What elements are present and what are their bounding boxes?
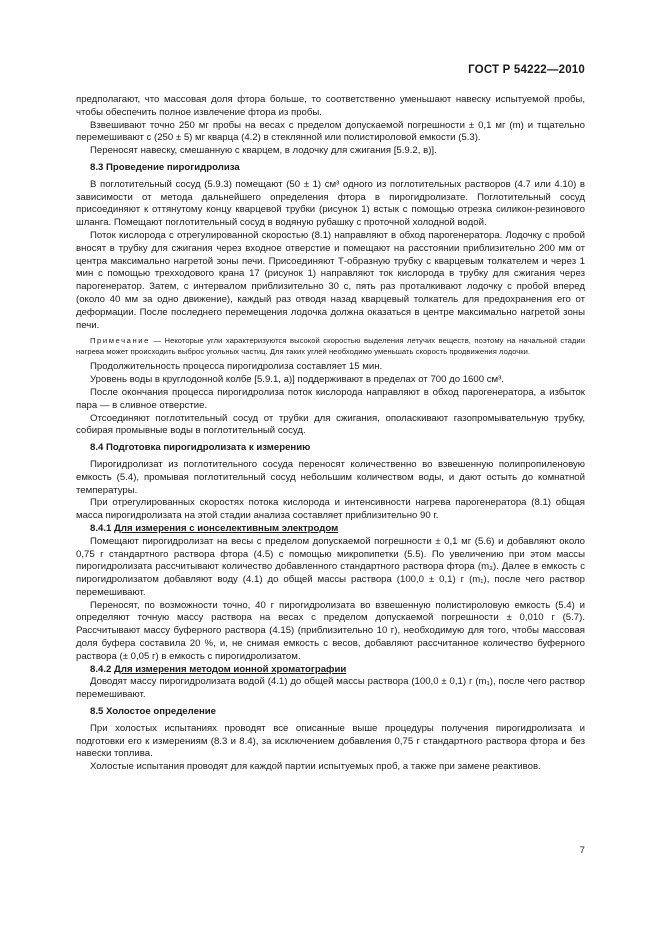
section-heading-8-3: 8.3 Проведение пирогидролиза: [90, 161, 240, 173]
paragraph: Помещают пирогидролизат на весы с пределом допускаемой погрешности ± 0,1 мг (5.6) и добавляют около 0,75 г стандартного раствора фтора (4.5) с помощью микропипетки (5.5). По увеличению при этом массы пирогидролизата рассчитывают количество добавленного стандартного раствора фтора (m₃). Далее в емкость с пирогидролизатом добавляют воду (4.1) до общей массы раствора (100,0 ± 0,1) г (m₁), после чего раствор перемешивают.: [76, 535, 585, 598]
paragraph: Продолжительность процесса пирогидролиза составляет 15 мин.: [90, 361, 383, 373]
section-heading-8-5: 8.5 Холостое определение: [90, 706, 216, 718]
paragraph: Холостые испытания проводят для каждой партии испытуемых проб, а также при замене реактивов.: [90, 761, 541, 773]
paragraph: Взвешивают точно 250 мг пробы на весах с пределом допускаемой погрешности ± 0,1 мг (m) и тщательно перемешивают с (250 ± 5) мг кварца (4.2) в стеклянной или полистироловой емкости (5.3).: [76, 119, 585, 144]
page-number: 7: [579, 845, 585, 856]
paragraph: Переносят, по возможности точно, 40 г пирогидролизата во взвешенную полистироловую емкость (5.4) и определяют точную массу раствора на весах с пределом допускаемой погрешности ± 0,010 г (5.7). Рассчитывают массу буферного раствора (4.15) (приблизительно 10 г), необходимую для того, чтобы массовая доля буфера составила 20 %, и, не снимая емкость с весов, добавляют рассчитанное количество буферного раствора (± 0,05 г) в емкость с пирогидролизатом.: [76, 599, 585, 662]
paragraph: Доводят массу пирогидролизата водой (4.1) до общей массы раствора (100,0 ± 0,1) г (m₁), после чего раствор перемешивают.: [76, 676, 585, 701]
paragraph: Переносят навеску, смешанную с кварцем, в лодочку для сжигания [5.9.2, в)].: [90, 145, 437, 157]
paragraph: После окончания процесса пирогидролиза поток кислорода направляют в обход парогенератора, а избыток пара — в сливное отверстие.: [76, 386, 585, 411]
paragraph: предполагают, что массовая доля фтора больше, то соответственно уменьшают навеску испытуемой пробы, чтобы обеспечить полное извлечение фтора из пробы.: [76, 94, 585, 118]
subsection-heading-8-4-2: [76, 664, 585, 677]
paragraph: Отсоединяют поглотительный сосуд от трубки для сжигания, ополаскивают газопромывательную трубку, собирая промывные воды в поглотительный сосуд.: [76, 412, 585, 437]
document-code-header: ГОСТ Р 54222—2010: [468, 64, 585, 76]
paragraph: Уровень воды в круглодонной колбе [5.9.1, а)] поддерживают в пределах от 700 до 1600 см³.: [90, 374, 504, 386]
note: [76, 336, 585, 357]
subsection-number: 8.4.1: [90, 522, 112, 534]
page-body: [76, 94, 585, 774]
paragraph: При холостых испытаниях проводят все описанные выше процедуры получения пирогидролизата и подготовки его к измерениям (8.3 и 8.4), за исключением добавления 0,75 г стандартного раствора фтора и без навески топлива.: [76, 722, 585, 760]
subsection-heading-8-4-1: [76, 523, 585, 536]
subsection-title: Для измерения методом ионной хроматографии: [114, 663, 347, 675]
note-text: — Некоторые угли характеризуются высокой скоростью выделения летучих веществ, поэтому на начальной стадии нагрева может происходить выброс угольных частиц. Для таких углей необходимо уменьшать скорость продвижения лодочки.: [76, 336, 585, 356]
note-label: Примечание: [90, 336, 150, 346]
paragraph: В поглотительный сосуд (5.9.3) помещают (50 ± 1) см³ одного из поглотительных растворов (4.7 или 4.10) в зависимости от метода дальнейшего определения фтора в пирогидролизате. Поглотительный сосуд присоединяют к оттянутому концу кварцевой трубки (рисунок 1) встык с помощью отрезка силикон-резинового шланга. Помещают поглотительный сосуд в водяную рубашку с проточной холодной водой.: [76, 178, 585, 229]
paragraph: Пирогидролизат из поглотительного сосуда переносят количественно во взвешенную полипропиленовую емкость (5.4), промывая поглотительный сосуд небольшим количеством воды, и дают остыть до комнатной температуры.: [76, 458, 585, 496]
subsection-title: Для измерения с ионселективным электродом: [114, 522, 339, 534]
section-heading-8-4: 8.4 Подготовка пирогидролизата к измерению: [90, 442, 311, 454]
paragraph: Поток кислорода с отрегулированной скоростью (8.1) направляют в обход парогенератора. Лодочку с пробой вносят в трубку для сжигания через входное отверстие и помещают на расстоянии приблизительно 200 мм от центра максимально нагретой зоны печи. Присоединяют Т-образную трубку с кварцевым толкателем и через 1 мин с помощью трехходового крана 17 (рисунок 1) направляют ток кислорода в трубку для сжигания через парогенератор. Затем, с интервалом приблизительно 30 с, пять раз проталкивают лодочку с пробой вперед (около 40 мм за одно движение), каждый раз отводя назад кварцевый толкатель для предохранения его от деформации. После последнего перемещения лодочка должна оказаться в центре максимально нагретой зоны печи.: [76, 229, 585, 331]
paragraph: При отрегулированных скоростях потока кислорода и интенсивности нагрева парогенератора (8.1) общая масса пирогидролизата на этой стадии анализа составляет приблизительно 90 г.: [76, 497, 585, 522]
subsection-number: 8.4.2: [90, 663, 112, 675]
